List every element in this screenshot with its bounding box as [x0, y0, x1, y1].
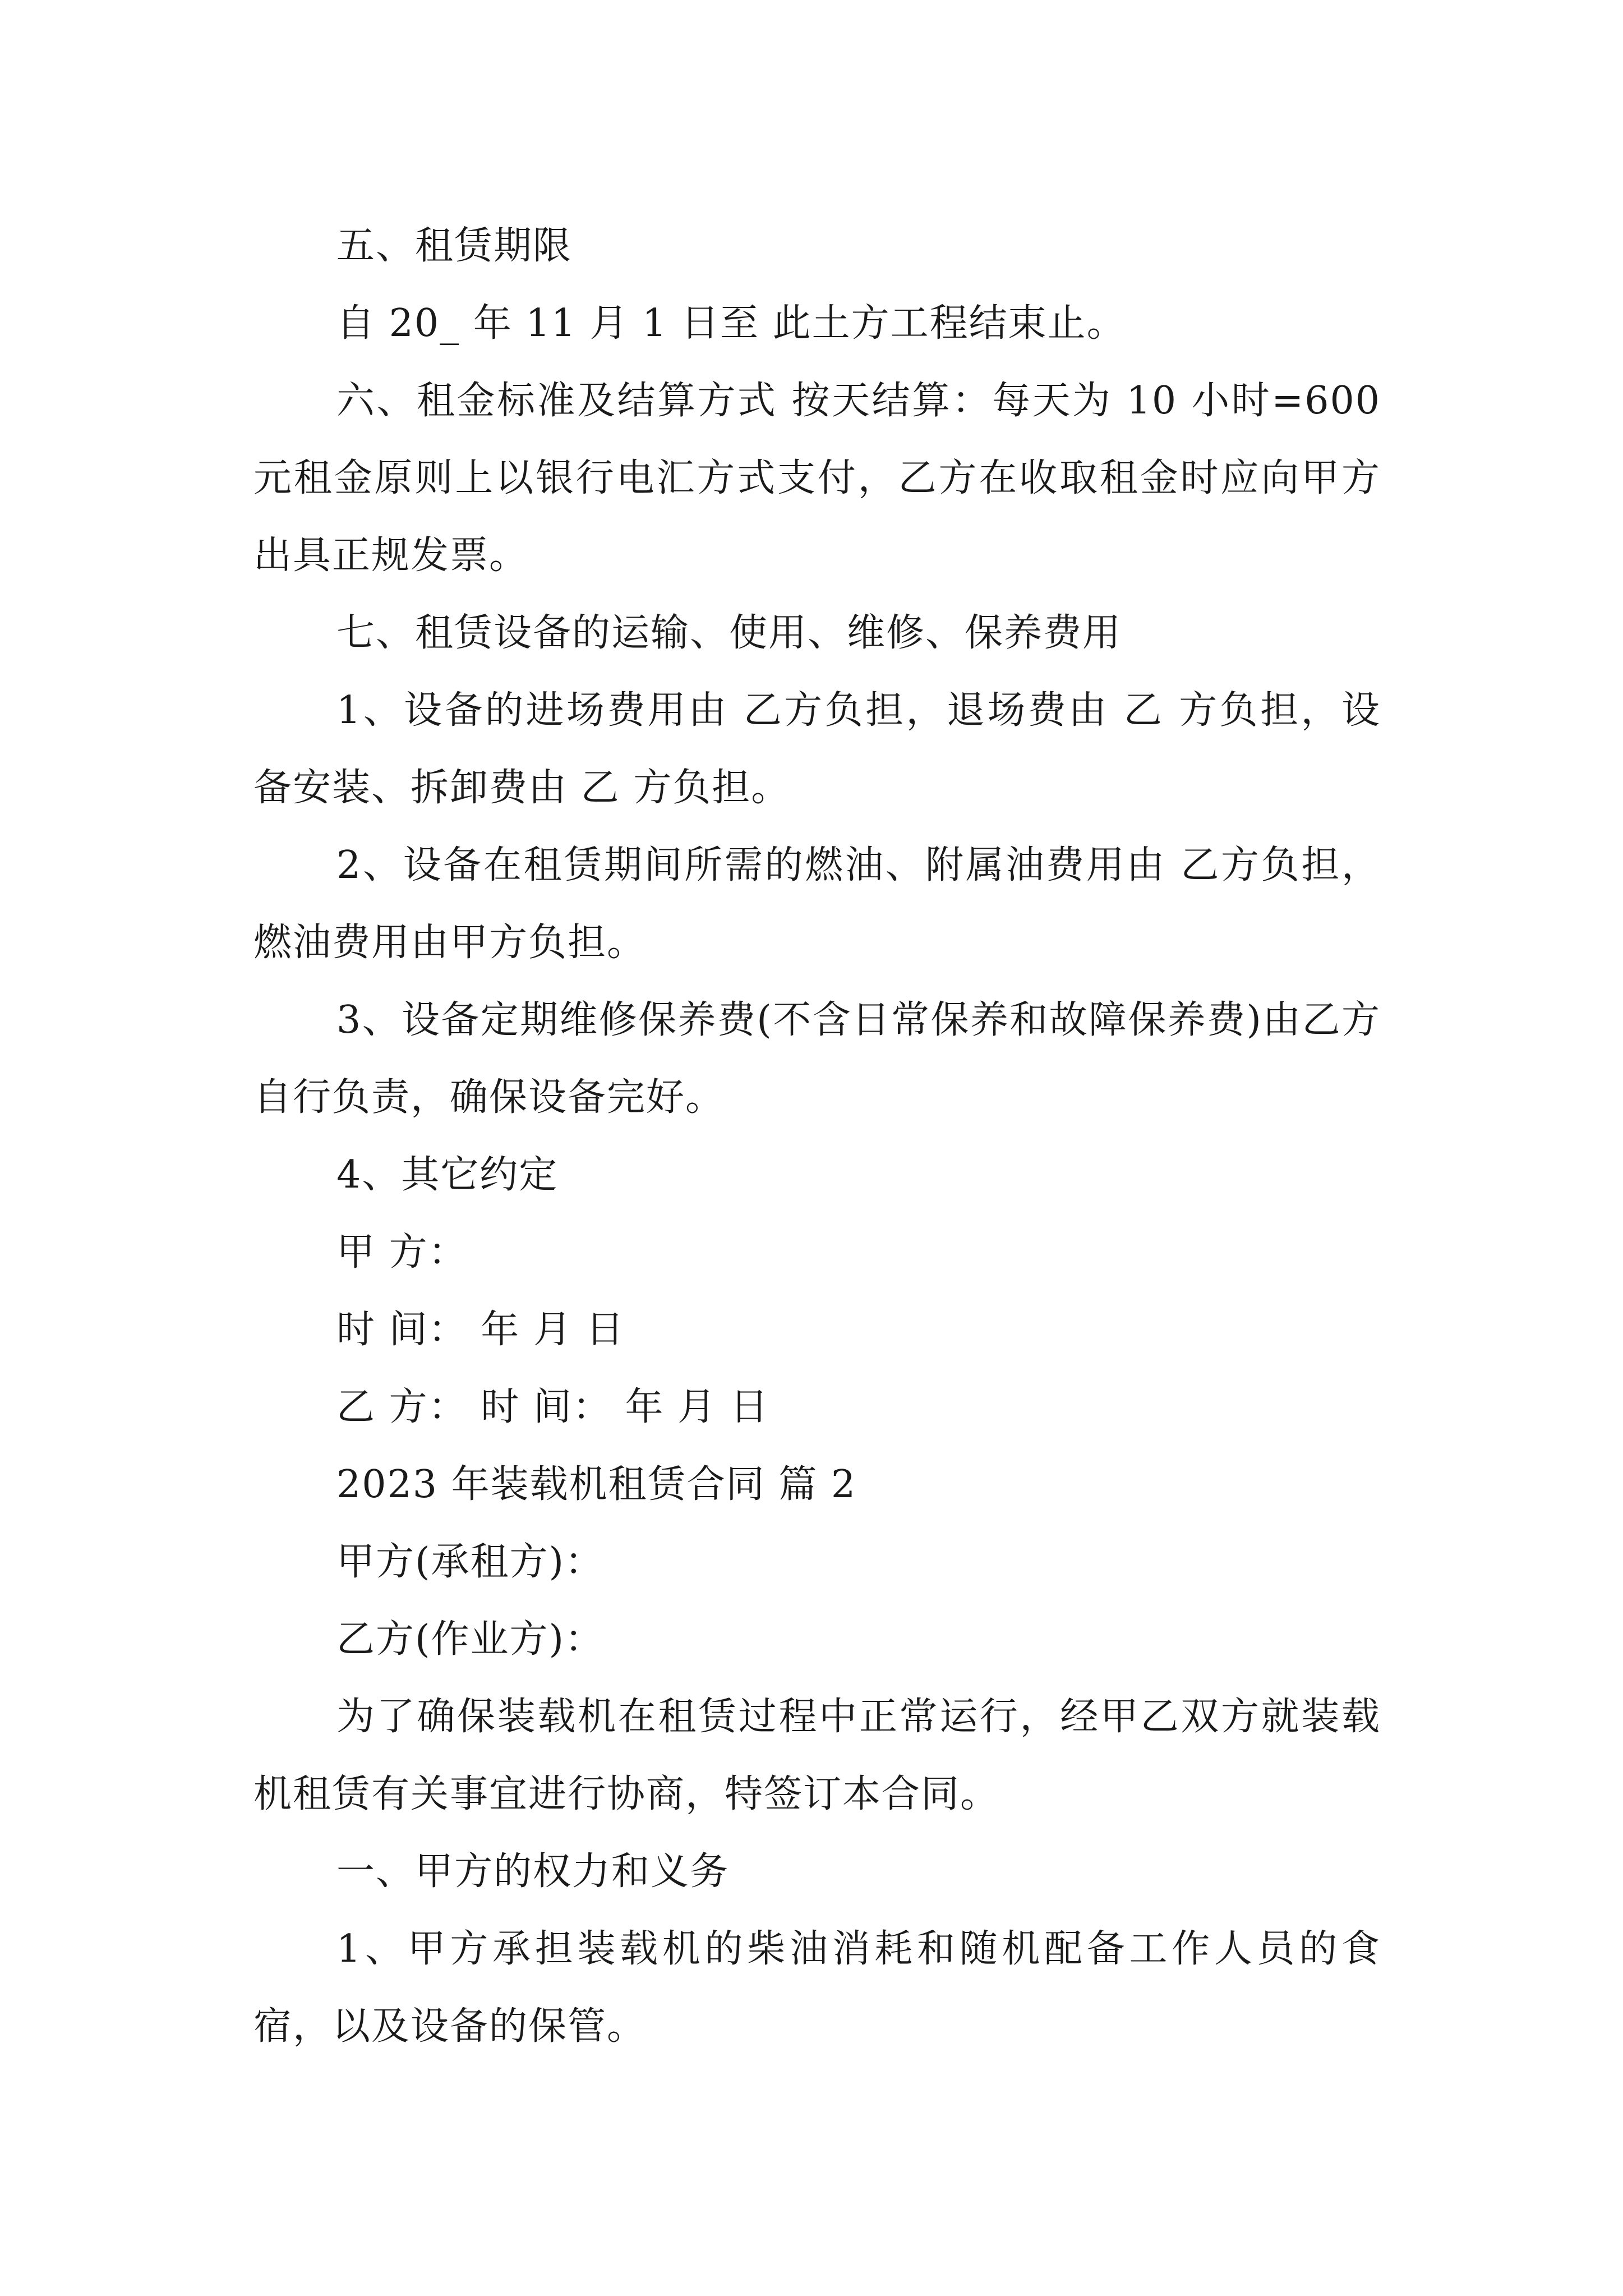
section-heading-party-a-rights: 一、甲方的权力和义务	[336, 1849, 730, 1894]
document-body	[253, 208, 1394, 2065]
clause-1-entry-exit-costs: 1、设备的进场费用由 乙方负担，退场费由 乙 方负担，设备安装、拆卸费由 乙 方负担。	[253, 688, 1381, 810]
party-b-operator: 乙方(作业方)：	[336, 1617, 605, 1662]
section-heading-lease-term: 五、租赁期限	[336, 224, 573, 268]
lease-term-text: 自 20_ 年 11 月 1 日至 此土方工程结束止。	[336, 301, 1126, 346]
party-a-lessee: 甲方(承租方)：	[336, 1540, 605, 1584]
section-rent-standard: 六、租金标准及结算方式 按天结算：每天为 10 小时=600 元租金原则上以银行电汇方式支付，乙方在收取租金时应向甲方出具正规发票。	[253, 379, 1394, 578]
clause-4-other-agreements: 4、其它约定	[336, 1153, 559, 1197]
clause-3-maintenance-costs: 3、设备定期维修保养费(不含日常保养和故障保养费)由乙方自行负责，确保设备完好。	[253, 998, 1381, 1120]
signature-party-a: 甲 方：	[336, 1230, 468, 1274]
contract-2-preamble: 为了确保装载机在租赁过程中正常运行，经甲乙双方就装载机租赁有关事宜进行协商，特签订本合同。	[253, 1695, 1381, 1816]
party-a-clause-1: 1、甲方承担装载机的柴油消耗和随机配备工作人员的食宿，以及设备的保管。	[253, 1927, 1381, 2049]
clause-2-fuel-costs: 2、设备在租赁期间所需的燃油、附属油费用由 乙方负担，燃油费用由甲方负担。	[253, 843, 1381, 965]
signature-party-b: 乙 方： 时 间： 年 月 日	[336, 1385, 769, 1429]
signature-date-a: 时 间： 年 月 日	[336, 1308, 625, 1352]
contract-2-title: 2023 年装载机租赁合同 篇 2	[336, 1462, 857, 1507]
section-heading-equipment-costs: 七、租赁设备的运输、使用、维修、保养费用	[336, 611, 1122, 655]
